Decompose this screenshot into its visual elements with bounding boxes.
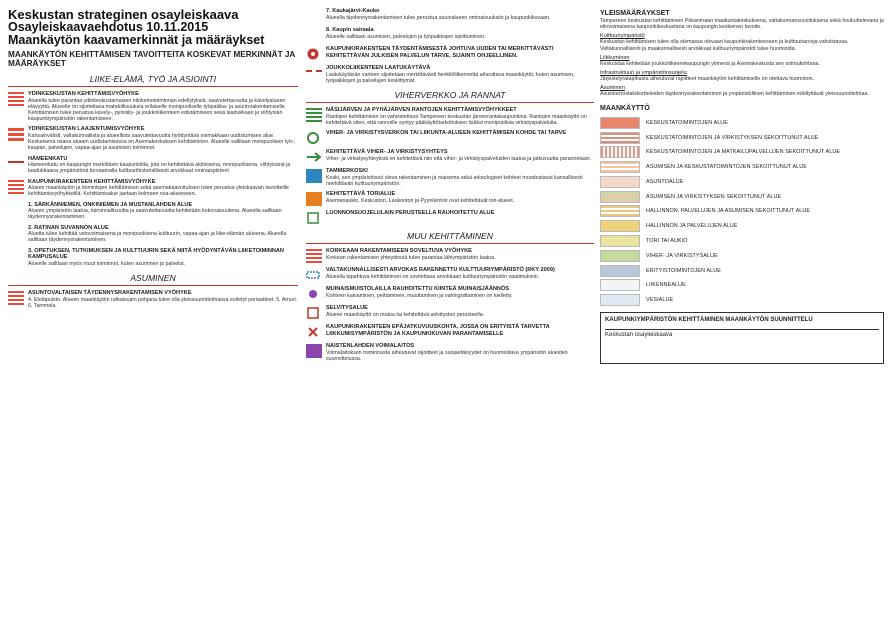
core-centre-symbol (8, 92, 24, 106)
item-text: Alueelle sallitaan asumisen, palvelujen ja työpaikkojen sijoittuminen. (326, 33, 486, 40)
subsection-text: Keskustan kehittämisen tulee olla olemassa olevaan kaupunkirakenteeseen ja kulttuuriarvoja vahvistavaa. Valtakunnallisesti ja maakunnallisesti arvokkaat kulttuuriympäristöt tulee huomioida. (600, 39, 849, 52)
item-heading: KAUPUNKIRAKENTEEN EPÄJATKUVUUSKOHTA, JOSSA ON ERITYISTÄ TARVETTA LIIKKUMISYMPÄRISTÖN JA KAUPUNKIKUVAN PARANTAMISELLE (326, 324, 550, 337)
legend-swatch (600, 117, 640, 129)
legend-label: VIHER- JA VIRKISTYSALUE (646, 252, 718, 259)
title-block-dept: KAUPUNKIYMPÄRISTÖN KEHITTÄMINEN MAANKÄYTÖN SUUNNITTELU (605, 317, 813, 324)
item-text: Viher- ja virkistysyhteyksiä on kehitettävä niin että viher- ja virkistyspalveluiden laatua ja jatkuvuutta parannetaan. (326, 155, 592, 162)
legend-swatch (600, 191, 640, 203)
legend-item (306, 27, 594, 42)
high-rise-zone-symbol (306, 249, 322, 263)
legend-item (8, 202, 298, 221)
legend-row (600, 146, 884, 159)
title-block (600, 312, 884, 364)
subsection-heading: Asuminen (600, 85, 625, 92)
legend-label: TORI TAI AUKIO (646, 237, 688, 244)
legend-swatch (600, 132, 640, 144)
item-heading: NÄSIJÄRVEN JA PYHÄJÄRVEN RANTOJEN KEHITTÄMISVYÖHYKKEET (326, 107, 517, 113)
legend-item (306, 324, 594, 339)
legend-swatch (600, 279, 640, 291)
development-zone-symbol (8, 180, 24, 194)
item-heading: 2. RATINAN SUVANNON ALUE (28, 224, 109, 231)
item-heading: VIHER- JA VIRKISTYSVERKON TAI LIIKUNTA-ALUEEN KEHITTÄMISEN KOHDE TAI TARVE (326, 130, 567, 136)
item-heading: JOUKKOLIIKENTEEN LAATUKÄYTÄVÄ (326, 65, 431, 71)
housing-infill-symbol (8, 291, 24, 305)
legend-item (8, 225, 298, 244)
legend-swatch (600, 250, 640, 262)
legend-label: KESKUSTATOIMINTOJEN JA VIRKISTYKSEN SEKOITTUNUT ALUE (646, 134, 819, 141)
legend-item (306, 286, 594, 301)
general-provisions-intro: Tampereen keskustan kehittäminen Pirkanmaan maakuntakeskuksena, valtakunnansuosituksena sekä houkuttelevana ja elinvoimaisena kaupunkikeskustana on kaupungin keskeinen tavoite. (600, 18, 884, 31)
item-text: Alueen maankäytön ja toimintojen kehittämisen sekä asemakaavoituksen tulee perustua yleiskaavan tavoitteille kehittämisvyöhykkeillä. Kehittämisalue jaetaan kolmeen osa-alueeseen. (28, 185, 289, 198)
item-heading: ASUNTOVALTAISEN TÄYDENNYSRAKENTAMISEN VYÖHYKE (28, 290, 192, 296)
item-heading: HÄMEENKATU (28, 155, 68, 162)
item-text: Aluetta tulee kehittää vetovoimaisena ja monipuolisena kulttuurin, vapaa-ajan ja liike-elämän alueena. Alueella sallitaan täydennysrakentaminen. (28, 231, 287, 244)
green-link-arrow-icon (306, 150, 322, 164)
green-target-icon (306, 131, 322, 145)
legend-item (306, 65, 594, 84)
item-heading: 3. OPETUKSEN, TUTKIMUKSEN JA KULTTUURIN SEKÄ NIITÄ HYÖDYNTÄVÄN LIIKETOIMINNAN KAMPUSALUE (28, 247, 284, 261)
land-use-legend-heading: MAANKÄYTTÖ (600, 105, 650, 113)
legend-swatch (600, 235, 640, 247)
item-heading: YDINKESKUSTAN KEHITTÄMISVYÖHYKE (28, 91, 139, 97)
main-heading: MAANKÄYTÖN KEHITTÄMISEN TAVOITTEITA KOSKEVAT MERKINNÄT JA MÄÄRÄYKSET (8, 50, 296, 68)
legend-row (600, 161, 884, 174)
item-heading: KEHITETTÄVÄ VIHER- JA VIRKISTYSYHTEYS (326, 149, 448, 155)
legend-row (600, 294, 884, 307)
column-right (600, 8, 884, 627)
heritage-area-icon (306, 268, 322, 282)
item-text: Alueen ympäristön laatua, toiminnallisuutta ja saavutettavuutta kehitetään kokonaisuutena. Alueella sallitaan täydennysrakentaminen. (28, 208, 282, 221)
ancient-monument-icon (306, 287, 322, 301)
section-heading-housing: ASUMINEN (8, 273, 298, 286)
legend-label: ASUNTOALUE (646, 178, 684, 185)
item-text: Hämeenkatu on kaupungin merkittävin kaupunkitila, jota on kehitettävä aktiivisena, monipuolisena, viihtyisänä ja laadukkaana ympäristönä turvaamalla kulttuurihistoriallisesti arvokkaat ominaispiirteet. (28, 162, 291, 175)
shore-zone-symbol (306, 108, 322, 122)
item-heading: VALTAKUNNALLISESTI ARVOKAS RAKENNETTU KULTTUURIYMPÄRISTÖ (RKY 2009) (326, 267, 555, 273)
item-text: Rantojen kehittämisen on vahvistettava Tampereen keskustan järvenrantakaupunkina. Rantojen maankäyttö on kehitettävä siten, että rannoille syntyy pääkäyttötarkoituksen lisäksi monipuolisia virkistyspalveluita. (326, 113, 587, 126)
legend-item (306, 248, 594, 263)
legend-label: ERITYISTOIMINTOJEN ALUE (646, 267, 721, 274)
general-provisions-heading: YLEISMÄÄRÄYKSET (600, 10, 670, 17)
legend-swatch (600, 161, 640, 173)
item-heading: 7. Kaukajärvi-Kauko (326, 8, 380, 14)
survey-area-icon (306, 306, 322, 320)
item-text: Laatukäytävän varteen sijoitetaan merkittävästi henkilöliikennettä aiheuttava maankäyttö, kuten asumisen, työpaikkojen ja palvelujen keskittymät. (326, 71, 575, 84)
item-text: 4. Eteläpuisto. Alueen maankäytön ratkaisujen pohjana tulee olla yleissuunnitelmassa esitetyt periaatteet. 5. Amuri. 6. Tammela. (28, 296, 298, 309)
item-heading: LUONNONSUOJELULAIN PERUSTEELLA RAUHOITETTU ALUE (326, 210, 495, 216)
item-text: Kohteen kaivaminen, peittäminen, muuttaminen ja vahingoittaminen on kielletty. (326, 292, 513, 299)
item-heading: KEHITETTÄVÄ TORIALUE (326, 191, 396, 197)
street-line-symbol (8, 161, 24, 167)
legend-swatch (600, 176, 640, 188)
legend-swatch (600, 294, 640, 306)
legend-row (600, 220, 884, 233)
legend-row (600, 131, 884, 144)
item-heading: NAISTENLAHDEN VOIMALAITOS (326, 343, 415, 349)
legend-item (306, 149, 594, 164)
item-heading: KAUPUNKIRAKENTEEN KEHITTÄMISVYÖHYKE (28, 178, 156, 185)
legend-label: KESKUSTATOIMINTOJEN ALUE (646, 119, 728, 126)
protected-area-icon (306, 211, 322, 225)
item-heading: MUINAISMUISTOLAILLA RAUHOITETTU KIINTEÄ MUINAISJÄÄNNÖS (326, 286, 510, 292)
column-left (8, 8, 298, 627)
legend-item (306, 168, 594, 187)
legend-item (306, 46, 594, 61)
item-text: Voimalaitoksen toiminnasta aiheutuvat rajoitteet ja suojaetäisyydet on huomioitava ympäristön alueiden suunnittelussa. (326, 349, 568, 362)
subsection-heading: Infrastruktuuri ja ympäristönsuojelu (600, 70, 687, 77)
subsection-text: Järjestelyratapihasta aiheutuvat rajoitteet maankäytön kehittämiselle on otettava huomioon. (600, 76, 815, 83)
subsection-heading: Kulttuuriympäristö (600, 33, 645, 40)
legend-label: HALLINNON, PALVELUJEN JA ASUMISEN SEKOITTUNUT ALUE (646, 208, 811, 215)
item-text: Alueella täydennysrakentamisen tulee perustua asuinalueen ominaisuuksiin ja kaupunkikuvaan. (326, 14, 551, 21)
transit-corridor-symbol (306, 70, 322, 76)
item-heading: 1. SÄRKÄNNIEMEN, ONKINIEMEN JA MUSTANLAHDEN ALUE (28, 201, 193, 208)
legend-item (306, 8, 594, 23)
legend-item (8, 126, 298, 151)
legend-item (306, 130, 594, 145)
item-text: Alueelle sallitaan myös muut toiminnot, kuten asuminen ja palvelut. (28, 260, 186, 267)
item-text: Alueella tulee parantaa ydinkeskustamaisen elinkeinotoiminnan edellytyksiä, saavutettavuutta ja kävelyalueen elävyyttä. Alueelle on sijoitettava mahdollisuuksia erilaiselle monipuoliselle työpaikka- ja asuntorakentamiselle. Kehittämisen tulee perustua kävely-, pyöräily- ja joukkoliikenteen edistämiseen sekä laadukkaan ja viihtyisän kaupunkiympäristön rakentamiseen. (28, 97, 287, 123)
legend-item (306, 305, 594, 320)
item-heading: SELVITYSALUE (326, 305, 368, 311)
item-text: Kansainvälisti, valtakunnallista ja alueellista saavutettavuutta hyödyntävä voimakkaan uudistumisen alue. Keskeisenä osana alueen uudistamisessa on Asemakeskuksen kehittäminen. Alueelle sallitaan monipuolisen työ-, kaupan, palvelujen, vapaa-ajan ja asumisen toiminnot. (28, 133, 296, 152)
item-heading: YDINKESKUSTAN LAAJENTUMISVYÖHYKE (28, 126, 145, 133)
item-heading: TAMMERKOSKI (326, 168, 368, 174)
public-service-icon (306, 47, 322, 61)
item-heading: KAUPUNKIRAKENTEEN TÄYDENTÄMISESTÄ JOHTUVA UUDEN TAI MERKITTÄVÄSTI KEHITETTÄVÄN JULKISEN PALVELUN TARVE, SIJAINTI OHJEELLINEN. (326, 46, 554, 59)
document-subtitle: Osayleiskaavaehdotus 10.11.2015 (8, 20, 209, 34)
item-text: Alueen maankäyttö on mutoa tai kehitettävä selvitysten perusteella. (326, 311, 485, 318)
rapids-symbol (306, 169, 322, 183)
legend-swatch (600, 220, 640, 232)
subsection-heading: Liikkuminen (600, 54, 630, 61)
legend-item (306, 107, 594, 126)
legend-item (8, 248, 298, 267)
land-use-legend (600, 116, 884, 306)
square-symbol (306, 192, 322, 206)
document-title: Keskustan strateginen osayleiskaava (8, 8, 239, 22)
item-heading: KORKEAAN RAKENTAMISEEN SOVELTUVA VYÖHYKE (326, 248, 472, 254)
item-text: Korkean rakentamisen yhteydessä tulee parantaa lähiympäristön laatua. (326, 254, 496, 261)
legend-item (8, 290, 298, 309)
legend-row (600, 205, 884, 218)
section-heading-green: VIHERVERKKO JA RANNAT (306, 90, 594, 103)
legend-row (600, 190, 884, 203)
legend-item (306, 343, 594, 362)
legend-swatch (600, 265, 640, 277)
document-subtitle-2: Maankäytön kaavamerkinnät ja määräykset (8, 33, 265, 47)
legend-item (306, 210, 594, 225)
subsection-text: Asuinkerrostalokortteleiden täydennysrakentaminen ja ympäristöllinen kehittäminen edellyttävät yleissuunnitelmaa. (600, 91, 869, 98)
legend-swatch (600, 205, 640, 217)
power-plant-symbol (306, 344, 322, 358)
discontinuity-icon (306, 325, 322, 339)
legend-row (600, 235, 884, 248)
section-heading-other: MUU KEHITTÄMINEN (306, 231, 594, 244)
legend-item (8, 91, 298, 122)
section-heading-business: LIIKE-ELÄMÄ, TYÖ JA ASIOINTI (8, 74, 298, 87)
legend-row (600, 279, 884, 292)
item-text: Asemanaukio, Keskustori, Laukontori ja Pyynikintori ovat kehitettävät tori-alueet. (326, 197, 515, 204)
legend-label: KESKUSTATOIMINTOJEN JA MATKAILUPALVELUJEN SEKOITTUNUT ALUE (646, 149, 841, 156)
expansion-zone-symbol (8, 127, 24, 141)
item-text: Alueella tapahtuva kehittäminen on sovitettava arvokkaan kulttuuriympäristön vaatimuksiin. (326, 273, 540, 280)
legend-label: ASUMISEN JA KESKUSTATOIMINTOJEN SEKOITTUNUT ALUE (646, 164, 807, 171)
legend-label: LIIKENNEALUE (646, 282, 686, 289)
legend-item (8, 179, 298, 198)
legend-row (600, 264, 884, 277)
legend-item (306, 191, 594, 206)
legend-label: ASUMISEN JA VIRKISTYKSEN SEKOITTUNUT ALUE (646, 193, 782, 200)
legend-row (600, 176, 884, 189)
legend-label: HALLINNON JA PALVELUJEN ALUE (646, 223, 738, 230)
title-block-plan: Keskustan osayleiskaava (605, 329, 879, 338)
legend-swatch (600, 146, 640, 158)
item-heading: 8. Kaupin sairaala (326, 27, 374, 33)
legend-item (306, 267, 594, 282)
item-text: Koski, sen ympäristössä oleva rakentaminen ja maisema sekä arkeologiset kohteet muodostavat kansallisesti merkittävän kulttuuriympäristön. (326, 174, 583, 187)
legend-item (8, 156, 298, 175)
subsection-text: Keskustaa kehitetään joukkoliikennekaupungin ytimenä ja Asemakeskusta sen solmukohtana. (600, 60, 820, 67)
column-middle (306, 8, 594, 627)
legend-row (600, 249, 884, 262)
legend-row (600, 116, 884, 129)
legend-label: VESIALUE (646, 297, 674, 304)
